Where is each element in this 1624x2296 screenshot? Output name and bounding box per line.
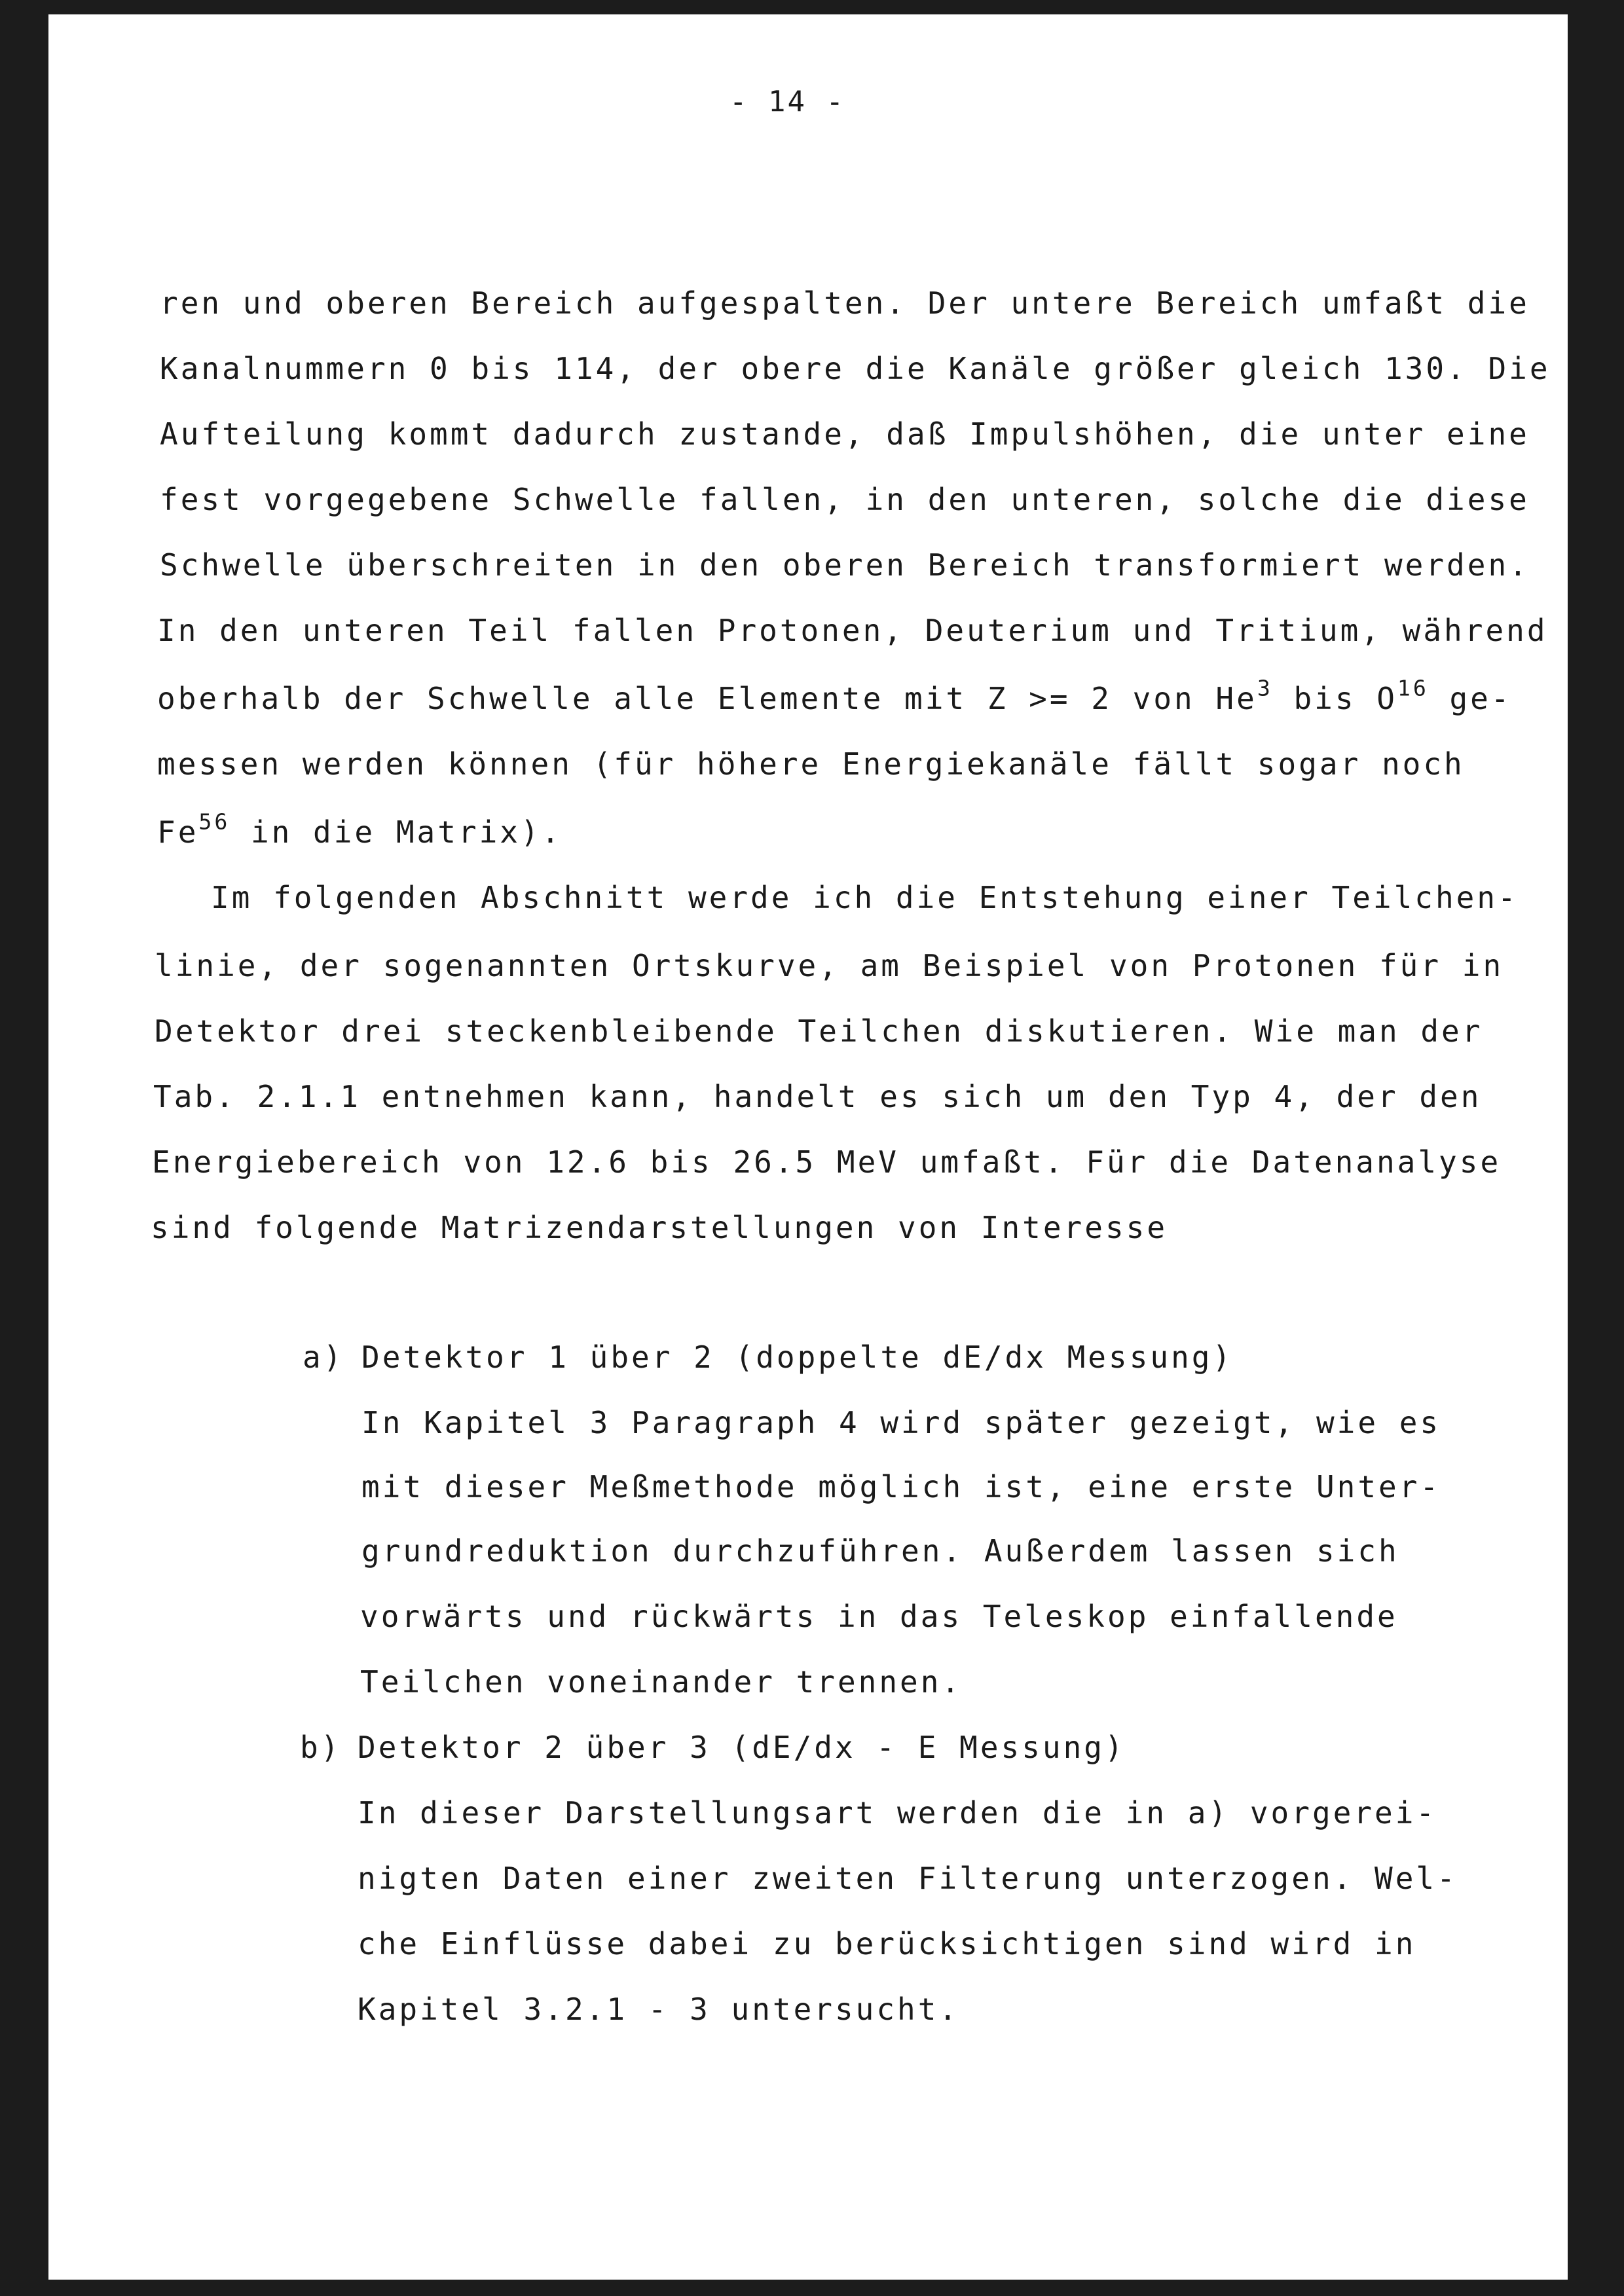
text-line: In Kapitel 3 Paragraph 4 wird später gezeigt, wie es — [361, 1405, 1441, 1440]
superscript: 16 — [1397, 675, 1429, 701]
document-page — [48, 14, 1568, 2280]
text-segment: ge- — [1428, 681, 1512, 716]
text-line: Im folgenden Abschnitt werde ich die Entstehung einer Teilchen- — [211, 880, 1519, 915]
text-line: Kanalnummern 0 bis 114, der obere die Kanäle größer gleich 130. Die — [160, 351, 1551, 386]
superscript: 56 — [198, 809, 231, 835]
text-segment: Fe — [157, 814, 199, 850]
text-line: che Einflüsse dabei zu berücksichtigen sind wird in — [358, 1926, 1416, 1961]
text-line: linie, der sogenannten Ortskurve, am Beispiel von Protonen für in — [155, 948, 1504, 983]
text-line: grundreduktion durchzuführen. Außerdem lassen sich — [361, 1533, 1399, 1569]
text-line: In den unteren Teil fallen Protonen, Deuterium und Tritium, während — [157, 613, 1548, 648]
text-line: In dieser Darstellungsart werden die in a) vorgerei- — [358, 1795, 1437, 1831]
text-line: ren und oberen Bereich aufgespalten. Der untere Bereich umfaßt die — [160, 285, 1530, 321]
text-line: Teilchen voneinander trennen. — [360, 1664, 963, 1700]
text-line: Energiebereich von 12.6 bis 26.5 MeV umfaßt. Für die Datenanalyse — [152, 1144, 1502, 1180]
text-segment: in die Matrix). — [230, 814, 563, 850]
text-line: sind folgende Matrizendarstellungen von Interesse — [151, 1210, 1168, 1245]
text-line: mit dieser Meßmethode möglich ist, eine erste Unter- — [361, 1469, 1441, 1504]
text-line: messen werden können (für höhere Energiekanäle fällt sogar noch — [157, 746, 1465, 782]
list-item-title: Detektor 2 über 3 (dE/dx - E Messung) — [358, 1730, 1126, 1765]
text-line: Aufteilung kommt dadurch zustande, daß Impulshöhen, die unter eine — [160, 416, 1530, 452]
list-item-title: Detektor 1 über 2 (doppelte dE/dx Messung) — [361, 1339, 1234, 1375]
list-marker-a: a) — [303, 1339, 344, 1375]
text-line: Detektor drei steckenbleibende Teilchen diskutieren. Wie man der — [155, 1013, 1483, 1049]
text-segment: bis O — [1272, 681, 1397, 716]
text-segment: oberhalb der Schwelle alle Elemente mit Z >= 2 von He — [157, 681, 1257, 716]
superscript: 3 — [1257, 675, 1273, 701]
text-line: Tab. 2.1.1 entnehmen kann, handelt es sich um den Typ 4, der den — [153, 1079, 1482, 1114]
text-line: Kapitel 3.2.1 - 3 untersucht. — [358, 1992, 960, 2027]
list-marker-b: b) — [300, 1730, 342, 1765]
text-line: vorwärts und rückwärts in das Teleskop einfallende — [360, 1599, 1398, 1634]
text-line: Schwelle überschreiten in den oberen Bereich transformiert werden. — [160, 547, 1530, 583]
text-line: fest vorgegebene Schwelle fallen, in den unteren, solche die diese — [160, 482, 1530, 517]
page-number: - 14 - — [729, 85, 845, 118]
text-line-superscripts — [157, 809, 563, 850]
text-line: nigten Daten einer zweiten Filterung unterzogen. Wel- — [358, 1861, 1458, 1896]
text-line-superscripts — [157, 675, 1512, 716]
